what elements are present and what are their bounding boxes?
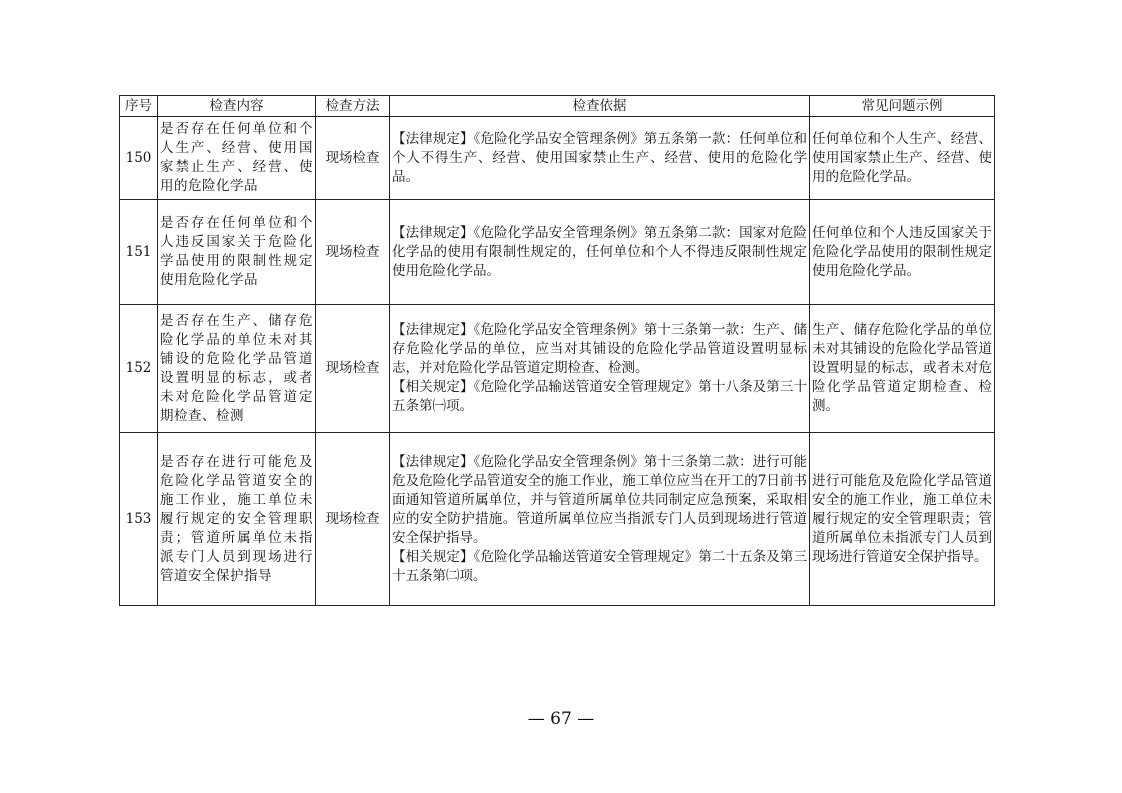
problem-example: 任何单位和个人生产、经营、使用国家禁止生产、经营、使用的危险化学品。	[810, 117, 995, 200]
check-content: 是否存在任何单位和个人生产、经营、使用国家禁止生产、经营、使用的危险化学品	[158, 117, 316, 200]
check-content: 是否存在生产、储存危险化学品的单位未对其铺设的危险化学品管道设置明显的标志，或者未对危险化学品管道定期检查、检测	[158, 305, 316, 433]
table-row	[120, 433, 995, 606]
header-method: 检查方法	[316, 96, 390, 117]
check-basis	[390, 200, 810, 305]
check-method: 现场检查	[316, 305, 390, 433]
check-method: 现场检查	[316, 200, 390, 305]
check-content: 是否存在进行可能危及危险化学品管道安全的施工作业，施工单位未履行规定的安全管理职责；管道所属单位未指派专门人员到现场进行管道安全保护指导	[158, 433, 316, 606]
table-row	[120, 305, 995, 433]
basis-paragraph: 【相关规定】《危险化学品输送管道安全管理规定》第二十五条及第三十五条第㈡项。	[392, 548, 807, 584]
page-number: — 67 —	[527, 709, 595, 729]
problem-example: 进行可能危及危险化学品管道安全的施工作业，施工单位未履行规定的安全管理职责；管道所属单位未指派专门人员到现场进行管道安全保护指导。	[810, 433, 995, 606]
header-basis: 检查依据	[390, 96, 810, 117]
basis-paragraph: 【法律规定】《危险化学品安全管理条例》第十三条第二款：进行可能危及危险化学品管道安全的施工作业，施工单位应当在开工的7日前书面通知管道所属单位，并与管道所属单位共同制定应急预案，采取相应的安全防护措施。管道所属单位应当指派专门人员到现场进行管道安全保护指导。	[392, 453, 807, 546]
problem-example: 任何单位和个人违反国家关于危险化学品使用的限制性规定使用危险化学品。	[810, 200, 995, 305]
table-row	[120, 200, 995, 305]
basis-paragraph: 【法律规定】《危险化学品安全管理条例》第五条第一款：任何单位和个人不得生产、经营、使用国家禁止生产、经营、使用的危险化学品。	[392, 130, 807, 185]
header-num: 序号	[120, 96, 158, 117]
problem-example: 生产、储存危险化学品的单位未对其铺设的危险化学品管道设置明显的标志，或者未对危险化学品管道定期检查、检测。	[810, 305, 995, 433]
check-basis	[390, 117, 810, 200]
row-number: 152	[120, 305, 158, 433]
check-method: 现场检查	[316, 117, 390, 200]
header-example: 常见问题示例	[810, 96, 995, 117]
row-number: 153	[120, 433, 158, 606]
table-row	[120, 117, 995, 200]
check-basis	[390, 305, 810, 433]
header-row	[120, 96, 995, 117]
check-content: 是否存在任何单位和个人违反国家关于危险化学品使用的限制性规定使用危险化学品	[158, 200, 316, 305]
header-content: 检查内容	[158, 96, 316, 117]
row-number: 151	[120, 200, 158, 305]
basis-paragraph: 【法律规定】《危险化学品安全管理条例》第五条第二款：国家对危险化学品的使用有限制性规定的，任何单位和个人不得违反限制性规定使用危险化学品。	[392, 224, 807, 279]
basis-paragraph: 【法律规定】《危险化学品安全管理条例》第十三条第一款：生产、储存危险化学品的单位，应当对其铺设的危险化学品管道设置明显标志，并对危险化学品管道定期检查、检测。	[392, 322, 807, 376]
inspection-table	[119, 95, 995, 606]
basis-paragraph: 【相关规定】《危险化学品输送管道安全管理规定》第十八条及第三十五条第㈠项。	[392, 379, 807, 414]
check-method: 现场检查	[316, 433, 390, 606]
row-number: 150	[120, 117, 158, 200]
check-basis	[390, 433, 810, 606]
